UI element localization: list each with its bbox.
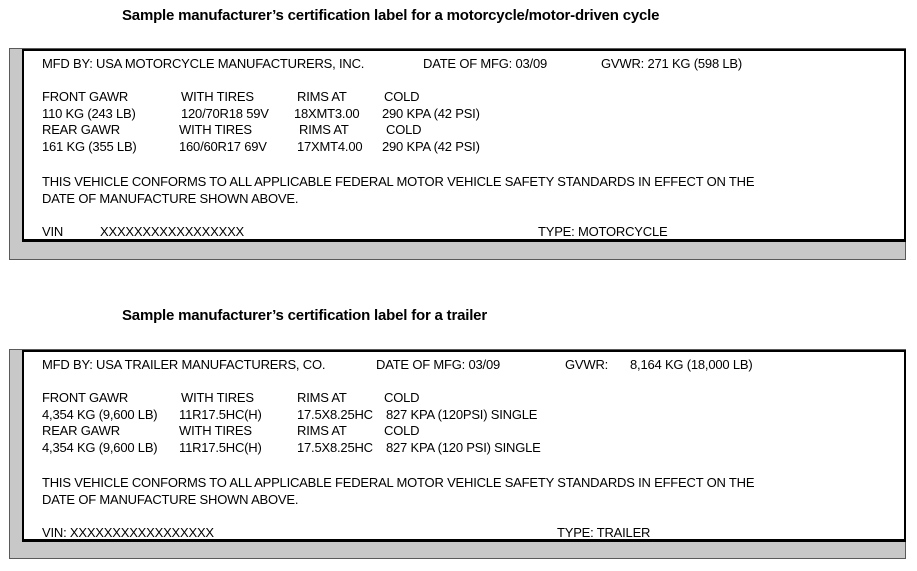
front-cold-label: COLD — [384, 89, 420, 104]
front-rims-value: 18XMT3.00 — [294, 106, 360, 121]
front-tires-label: WITH TIRES — [181, 89, 254, 104]
front-gawr-label: FRONT GAWR — [42, 89, 129, 104]
front-rims-label: RIMS AT — [297, 390, 347, 405]
mfd-by: MFD BY: USA MOTORCYCLE MANUFACTURERS, INC. — [42, 56, 365, 71]
gvwr-label: GVWR: — [565, 357, 609, 372]
motorcycle-label — [9, 48, 906, 260]
rear-tires-value: 11R17.5HC(H) — [179, 440, 262, 455]
rear-gawr-label: REAR GAWR — [42, 122, 120, 137]
trailer-caption: Sample manufacturer’s certification label for a trailer — [122, 307, 487, 324]
front-gawr-value: 110 KG (243 LB) — [42, 106, 136, 121]
front-rims-value: 17.5X8.25HC — [297, 407, 373, 422]
conformance-line-1: THIS VEHICLE CONFORMS TO ALL APPLICABLE FEDERAL MOTOR VEHICLE SAFETY STANDARDS IN EFFECT ON THE — [42, 174, 755, 189]
rear-cold-label: COLD — [384, 423, 420, 438]
vin-value: XXXXXXXXXXXXXXXXX — [100, 224, 245, 239]
trailer-label-inner — [22, 350, 906, 542]
rear-tires-label: WITH TIRES — [179, 122, 252, 137]
front-cold-value: 290 KPA (42 PSI) — [382, 106, 480, 121]
rear-rims-label: RIMS AT — [297, 423, 347, 438]
rear-gawr-label: REAR GAWR — [42, 423, 120, 438]
rear-rims-value: 17XMT4.00 — [297, 139, 363, 154]
date-of-mfg: DATE OF MFG: 03/09 — [376, 357, 501, 372]
rear-cold-label: COLD — [386, 122, 422, 137]
rear-rims-label: RIMS AT — [299, 122, 349, 137]
vin-label: VIN — [42, 224, 64, 239]
front-cold-value: 827 KPA (120PSI) SINGLE — [386, 407, 538, 422]
front-tires-label: WITH TIRES — [181, 390, 254, 405]
motorcycle-caption: Sample manufacturer’s certification label for a motorcycle/motor-driven cycle — [122, 7, 660, 24]
motorcycle-label-inner — [22, 49, 906, 242]
gvwr: GVWR: 271 KG (598 LB) — [601, 56, 743, 71]
vehicle-type: TYPE: TRAILER — [557, 525, 651, 540]
trailer-label — [9, 349, 906, 559]
conformance-line-2: DATE OF MANUFACTURE SHOWN ABOVE. — [42, 191, 299, 206]
conformance-line-1: THIS VEHICLE CONFORMS TO ALL APPLICABLE FEDERAL MOTOR VEHICLE SAFETY STANDARDS IN EFFECT ON THE — [42, 475, 755, 490]
conformance-line-2: DATE OF MANUFACTURE SHOWN ABOVE. — [42, 492, 299, 507]
rear-rims-value: 17.5X8.25HC — [297, 440, 373, 455]
gvwr-value: 8,164 KG (18,000 LB) — [630, 357, 753, 372]
front-gawr-value: 4,354 KG (9,600 LB) — [42, 407, 158, 422]
rear-cold-value: 827 KPA (120 PSI) SINGLE — [386, 440, 541, 455]
date-of-mfg: DATE OF MFG: 03/09 — [423, 56, 548, 71]
rear-tires-value: 160/60R17 69V — [179, 139, 267, 154]
front-cold-label: COLD — [384, 390, 420, 405]
vin-value: VIN: XXXXXXXXXXXXXXXXX — [42, 525, 214, 540]
rear-gawr-value: 161 KG (355 LB) — [42, 139, 137, 154]
front-tires-value: 11R17.5HC(H) — [179, 407, 262, 422]
rear-gawr-value: 4,354 KG (9,600 LB) — [42, 440, 158, 455]
front-gawr-label: FRONT GAWR — [42, 390, 129, 405]
mfd-by: MFD BY: USA TRAILER MANUFACTURERS, CO. — [42, 357, 326, 372]
vehicle-type: TYPE: MOTORCYCLE — [538, 224, 668, 239]
rear-tires-label: WITH TIRES — [179, 423, 252, 438]
rear-cold-value: 290 KPA (42 PSI) — [382, 139, 480, 154]
front-rims-label: RIMS AT — [297, 89, 347, 104]
front-tires-value: 120/70R18 59V — [181, 106, 269, 121]
